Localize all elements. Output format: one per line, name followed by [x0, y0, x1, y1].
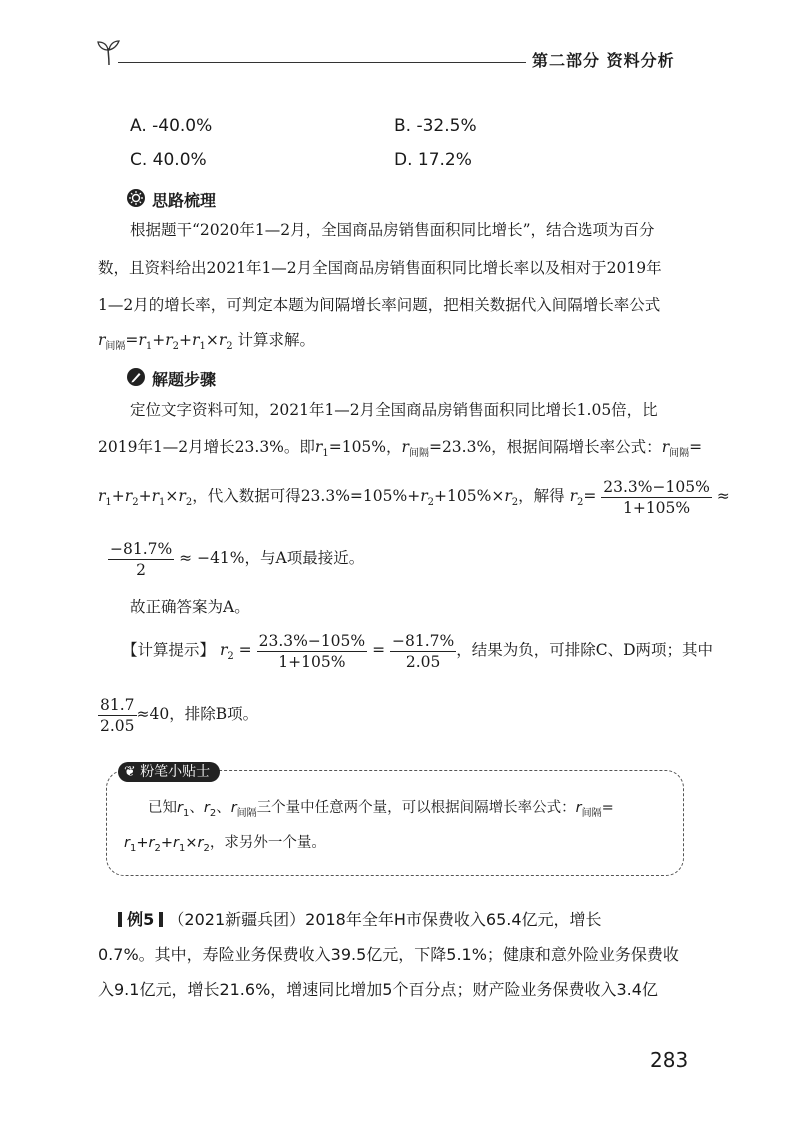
example-bar-right — [159, 912, 163, 927]
fraction-result — [108, 539, 174, 580]
fraction-numerator: 81.7 — [100, 695, 135, 714]
section-title: 第二部分 资料分析 — [532, 51, 675, 70]
approach-line-3: 1—2月的增长率，可判定本题为间隔增长率问题，把相关数据代入间隔增长率公式 — [98, 296, 661, 314]
solution-line-4 — [108, 538, 364, 580]
example-line-2: 0.7%。其中，寿险业务保费收入39.5亿元，下降5.1%；健康和意外险业务保费收 — [98, 945, 679, 964]
option-a: A. -40.0% — [130, 116, 213, 136]
tip-line-1-b: 三个量中任意两个量，可以根据间隔增长率公式： — [256, 800, 576, 816]
fraction-denominator: 2 — [136, 560, 147, 579]
fraction-numerator: 23.3%−105% — [258, 631, 366, 650]
page-number: 283 — [650, 1048, 689, 1072]
fraction-denominator: 2.05 — [100, 716, 135, 735]
calc-tip-text: ，结果为负，可排除C、D两项；其中 — [456, 641, 714, 659]
example-line-1 — [118, 903, 602, 937]
solution-line-1: 定位文字资料可知，2021年1—2月全国商品房销售面积同比增长1.05倍，比 — [130, 401, 658, 419]
approach-formula-tail: 计算求解。 — [237, 331, 316, 349]
tip-line-1: 已知$r_1$、$r_2$、$r_{间隔}$三个量中任意两个量，可以根据间隔增长率公式：$r_{间隔}=$ — [148, 800, 614, 819]
solution-line-3-c: ，解得 — [518, 487, 565, 505]
sprout-badge-icon: ❦ — [124, 764, 136, 780]
fraction-numerator: −81.7% — [110, 539, 173, 558]
fraction-denominator: 2.05 — [405, 652, 441, 671]
pen-icon — [126, 367, 146, 387]
header-rule — [118, 62, 526, 63]
solution-line-2-b: =105%， — [328, 438, 402, 456]
calc-tip: 【计算提示】 $r_2$ = $\frac{23.3\%-105\%}{1+105\%}$ = $\frac{-81.7\%}{2.05}$ ，结果为负，可排除C、D两项；其中 — [122, 631, 714, 671]
calc-fraction-3 — [98, 695, 137, 736]
solution-line-3-a: ，代入数据可得23.3%=105%+ — [192, 487, 421, 505]
tip-line-2: $r_1+r_2+r_1\times r_2$，求另外一个量。 — [124, 835, 326, 854]
solution-line-3: $r_1+r_2+r_1\times r_2$，代入数据可得$23.3\%=105\%+r_2+105\%\times r_2$，解得 $r_2=$ $\frac{23.3\%-105\%}{1+105\%}$ ≈ — [98, 477, 730, 517]
fraction-r2 — [601, 477, 712, 518]
approach-line-1: 根据题干“2020年1—2月，全国商品房销售面积同比增长”，结合选项为百分 — [130, 221, 655, 239]
bulb-icon — [126, 188, 146, 208]
example-line-3: 入9.1亿元，增长21.6%，增速同比增加5个百分点；财产险业务保费收入3.4亿 — [98, 980, 658, 999]
tip-line-2-text: ，求另外一个量。 — [209, 835, 326, 851]
example-line-1-text: （2021新疆兵团）2018年全年H市保费收入65.4亿元，增长 — [168, 910, 602, 929]
option-b: B. -32.5% — [394, 116, 477, 136]
tip-box — [106, 770, 684, 876]
solution-line-3-b: +105%× — [434, 487, 505, 505]
solution-line-4-text: ≈ −41%，与A项最接近。 — [179, 549, 365, 567]
solution-title: 解题步骤 — [152, 370, 217, 389]
solution-conclusion: 故正确答案为A。 — [130, 598, 250, 616]
tip-line-1-a: 已知 — [148, 800, 177, 816]
calc-tip-label: 【计算提示】 — [122, 641, 216, 659]
solution-line-2-c: =23.3%，根据间隔增长率公式： — [428, 438, 662, 456]
approx-sign: ≈ — [716, 487, 730, 505]
approach-title: 思路梳理 — [152, 191, 217, 210]
example-tag: 例5 — [127, 910, 155, 929]
fraction-numerator: −81.7% — [391, 631, 455, 650]
calc-tip-text-2: ≈40，排除B项。 — [136, 705, 259, 723]
solution-line-2-a: 2019年1—2月增长23.3%。即 — [98, 438, 315, 456]
calc-fraction-2 — [390, 631, 456, 672]
calc-tip-line-2 — [98, 694, 258, 736]
approach-line-2: 数，且资料给出2021年1—2月全国商品房销售面积同比增长率以及相对于2019年 — [98, 259, 662, 277]
tip-badge — [118, 762, 220, 782]
tip-badge-label: 粉笔小贴士 — [140, 764, 211, 780]
option-d: D. 17.2% — [394, 150, 472, 170]
example-bar-left — [118, 912, 122, 927]
fraction-denominator: 1+105% — [278, 652, 346, 671]
fraction-denominator: 1+105% — [622, 498, 691, 517]
formula-interval-rate: $r_{间隔}=r_1+r_2+r_1\times r_2$ — [98, 331, 233, 353]
fraction-numerator: 23.3%−105% — [603, 477, 710, 496]
option-c: C. 40.0% — [130, 150, 207, 170]
calc-fraction-1 — [257, 631, 368, 672]
solution-line-2: 2019年1—2月增长23.3%。即$r_1=105\%$，$r_{间隔}=23.3\%$，根据间隔增长率公式：$r_{间隔}=$ — [98, 438, 703, 460]
approach-formula-line — [98, 323, 315, 364]
